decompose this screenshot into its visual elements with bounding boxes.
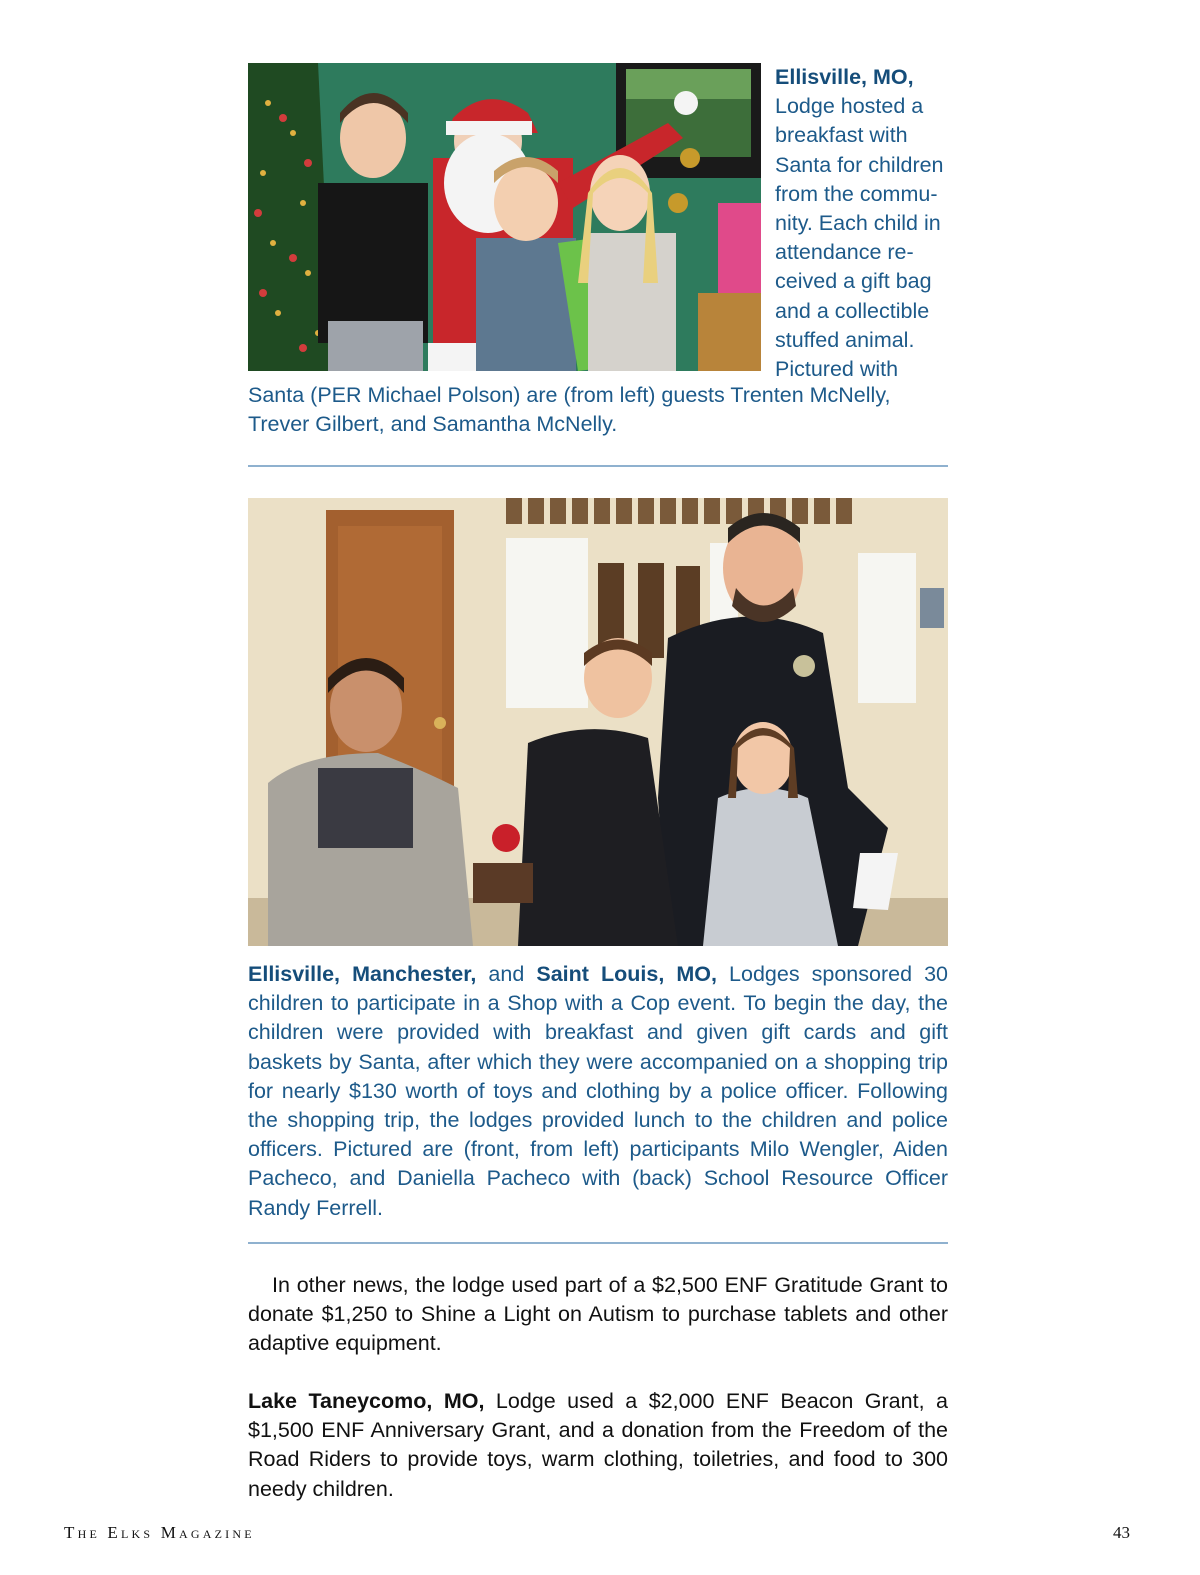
section-divider xyxy=(248,465,948,467)
story1-caption-line: Santa (PER Michael Polson) are (from left) guests Trenten McNelly, xyxy=(248,383,891,407)
publication-name: The Elks Magazine xyxy=(64,1523,255,1542)
story2-caption-text: Lodges sponsored 30 children to participate in a Shop with a Cop event. To begin the day, the children were provided with breakfast and given gift cards and gift baskets by Santa, after which they were accompanied on a shopping trip for nearly $130 worth of toys and clothing by a police officer. Following the shopping trip, the lodges provided lunch to the children and police officers. Pictured are (front, from left) participants Milo Wengler, Aiden Pacheco, and Daniella Pacheco with (back) School Resource Officer Randy Ferrell. xyxy=(248,962,949,1220)
santa-breakfast-illustration xyxy=(248,63,761,371)
story1-caption-line: and a collectible xyxy=(775,298,930,323)
story1-caption-line: ceived a gift bag xyxy=(775,269,932,294)
article-paragraph-1: In other news, the lodge used part of a $2,500 ENF Gratitude Grant to donate $1,250 to Shine a Light on Autism to purchase tablets and other adaptive equipment. xyxy=(248,1273,948,1356)
story1-caption-line: Trever Gilbert, and Samantha McNelly. xyxy=(248,412,618,437)
story1-caption-line: attendance re- xyxy=(775,240,914,265)
story1-caption-full xyxy=(248,381,948,439)
story1-caption-line: breakfast with xyxy=(775,123,908,148)
story2-caption-lead-1: Ellisville, Manchester, xyxy=(248,962,477,986)
article-paragraph-2-lead: Lake Taneycomo, MO, xyxy=(248,1389,485,1413)
article-paragraph-2-text: Lodge used a $2,000 ENF Beacon Grant, a $1,500 ENF Anniversary Grant, and a donation from the Freedom of the Road Riders to provide toys, warm clothing, toiletries, and food to 300 needy children. xyxy=(248,1389,948,1501)
story2-caption-lead-2: Saint Louis, MO, xyxy=(536,962,717,986)
story1-caption-line: nity. Each child in xyxy=(775,211,941,236)
story1-caption-lead: Ellisville, MO, xyxy=(775,65,914,89)
story1-caption-line: Pictured with xyxy=(775,357,899,382)
story1-caption-line: stuffed animal. xyxy=(775,327,915,352)
story2-caption xyxy=(248,960,948,1223)
section-divider xyxy=(248,1242,948,1244)
article-paragraph-2 xyxy=(248,1387,948,1504)
santa-breakfast-photo xyxy=(248,63,761,371)
story2-caption-connector: and xyxy=(476,962,537,986)
story1-caption-line: from the commu- xyxy=(775,181,938,206)
page-number: 43 xyxy=(1113,1523,1130,1542)
shop-with-a-cop-illustration xyxy=(248,498,948,946)
story1-caption-side xyxy=(775,63,960,384)
shop-with-a-cop-photo xyxy=(248,498,948,946)
story1-caption-line: Santa for children xyxy=(775,152,944,177)
story1-caption-line: Lodge hosted a xyxy=(775,94,924,119)
